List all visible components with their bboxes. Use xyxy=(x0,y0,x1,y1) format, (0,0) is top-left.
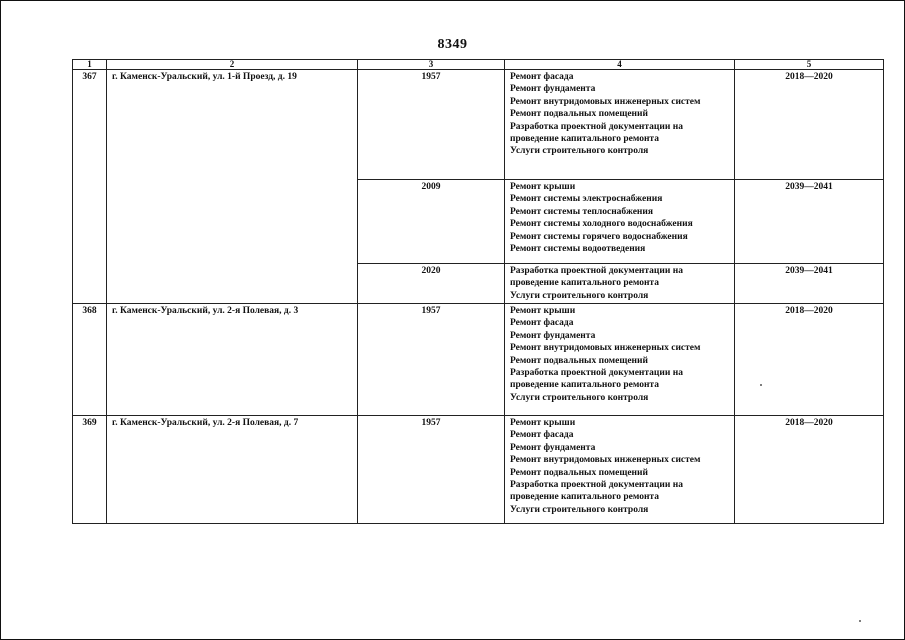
work-item: Ремонт внутридомовых инженерных систем xyxy=(510,455,701,466)
year-cell: 1957 xyxy=(358,304,505,416)
address-cell: г. Каменск-Уральский, ул. 1-й Проезд, д. 19 xyxy=(107,70,358,304)
work-item: Ремонт системы горячего водоснабжения xyxy=(510,231,688,242)
period-cell: 2039—2041 xyxy=(735,180,884,264)
page-number: 8349 xyxy=(437,37,468,52)
table-row xyxy=(73,416,884,524)
period-cell: 2018—2020 xyxy=(735,70,884,180)
column-header: 5 xyxy=(735,60,884,70)
work-item: Ремонт системы электроснабжения xyxy=(510,194,663,205)
period-cell: 2039—2041 xyxy=(735,264,884,304)
work-item: Ремонт фасада xyxy=(510,72,574,82)
column-header: 1 xyxy=(73,60,107,70)
table-body xyxy=(73,70,884,524)
work-item: проведение капитального ремонта xyxy=(510,380,659,391)
work-item: Услуги строительного контроля xyxy=(510,392,649,403)
scan-speck xyxy=(760,384,762,386)
work-item: проведение капитального ремонта xyxy=(510,134,659,145)
work-item: Ремонт системы водоотведения xyxy=(510,244,646,255)
work-item: Ремонт внутридомовых инженерных систем xyxy=(510,96,701,107)
header-row xyxy=(73,60,884,70)
row-number: 367 xyxy=(73,70,107,304)
work-item: Ремонт системы холодного водоснабжения xyxy=(510,219,693,230)
work-item: Ремонт крыши xyxy=(510,418,576,428)
works-cell xyxy=(505,304,735,416)
work-item: Ремонт фундамента xyxy=(510,442,596,453)
work-item: Ремонт крыши xyxy=(510,306,576,316)
year-cell: 2020 xyxy=(358,264,505,304)
period-cell: 2018—2020 xyxy=(735,416,884,524)
work-item: Ремонт подвальных помещений xyxy=(510,467,648,478)
row-number: 369 xyxy=(73,416,107,524)
work-item: Ремонт крыши xyxy=(510,182,576,192)
year-cell: 1957 xyxy=(358,416,505,524)
repair-schedule-table xyxy=(72,59,884,524)
works-cell xyxy=(505,416,735,524)
work-item: Ремонт фундамента xyxy=(510,330,596,341)
work-item: Ремонт системы теплоснабжения xyxy=(510,206,654,217)
period-cell: 2018—2020 xyxy=(735,304,884,416)
works-cell xyxy=(505,264,735,304)
work-item: Услуги строительного контроля xyxy=(510,146,649,157)
column-header: 3 xyxy=(358,60,505,70)
address-cell: г. Каменск-Уральский, ул. 2-я Полевая, д. 7 xyxy=(107,416,358,524)
address-cell: г. Каменск-Уральский, ул. 2-я Полевая, д. 3 xyxy=(107,304,358,416)
work-item: Разработка проектной документации на xyxy=(510,368,683,379)
work-item: проведение капитального ремонта xyxy=(510,492,659,503)
table-row xyxy=(73,304,884,416)
work-item: Ремонт фундамента xyxy=(510,84,596,95)
works-cell xyxy=(505,70,735,180)
work-item: Разработка проектной документации на xyxy=(510,480,683,491)
row-number: 368 xyxy=(73,304,107,416)
work-item: Услуги строительного контроля xyxy=(510,290,649,301)
work-item: Разработка проектной документации на xyxy=(510,266,683,276)
work-item: Ремонт подвальных помещений xyxy=(510,355,648,366)
work-item: Ремонт фасада xyxy=(510,318,574,329)
work-item: Ремонт подвальных помещений xyxy=(510,109,648,120)
year-cell: 2009 xyxy=(358,180,505,264)
scan-speck xyxy=(859,620,861,622)
work-item: Услуги строительного контроля xyxy=(510,504,649,515)
column-header: 2 xyxy=(107,60,358,70)
work-item: Ремонт внутридомовых инженерных систем xyxy=(510,343,701,354)
works-cell xyxy=(505,180,735,264)
work-item: проведение капитального ремонта xyxy=(510,278,659,289)
column-header: 4 xyxy=(505,60,735,70)
year-cell: 1957 xyxy=(358,70,505,180)
work-item: Разработка проектной документации на xyxy=(510,121,683,132)
work-item: Ремонт фасада xyxy=(510,430,574,441)
table-row xyxy=(73,70,884,180)
